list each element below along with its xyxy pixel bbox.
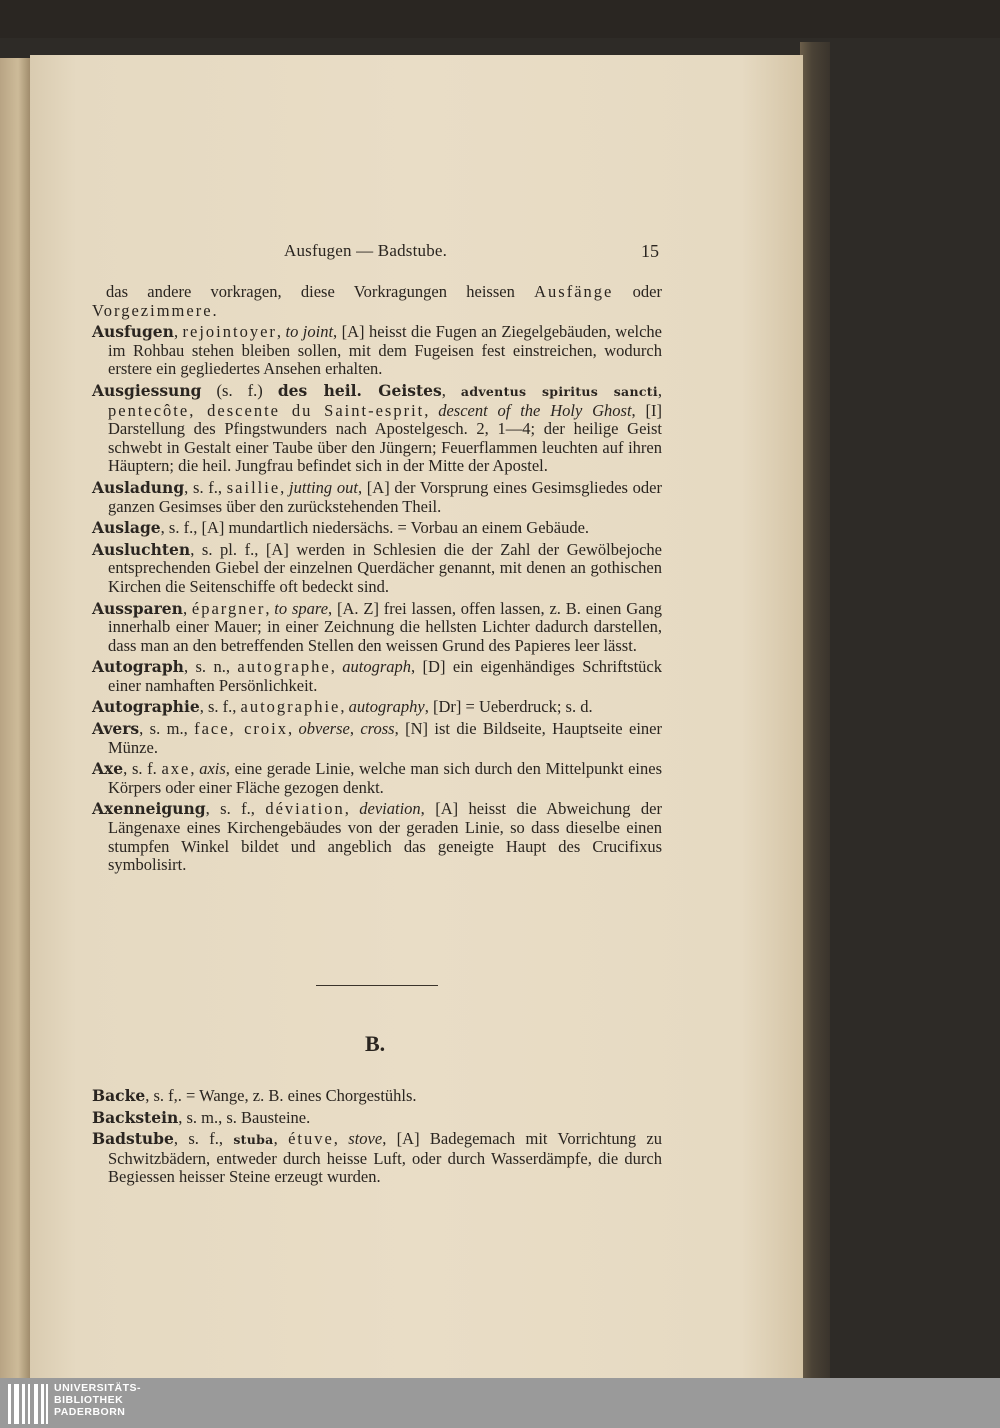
- entry-text-segment: épargner: [191, 598, 266, 618]
- dictionary-entry: [92, 479, 662, 516]
- entry-text-segment: , s. m., s. Bausteine.: [178, 1107, 311, 1127]
- entry-text-segment: , s. m.,: [139, 719, 195, 739]
- running-head: Ausfugen — Badstube.: [284, 241, 448, 260]
- entry-text-segment: ,: [441, 380, 461, 400]
- entry-text-segment: , [A] heisst die Abweichung der Längenaxe eines Kirchengebäudes von der geraden Linie, so dass dieselbe einen stumpfen Winkel bildet und angeblich das geneigte Haupt des Crucifixus symbolisirt.: [108, 799, 662, 875]
- entry-headword: Axe: [92, 759, 124, 779]
- entry-text-segment: ,: [182, 598, 192, 618]
- entry-text-segment: oder: [613, 282, 662, 301]
- logo-line-3: PADERBORN: [54, 1406, 126, 1418]
- dictionary-entry: [92, 382, 662, 476]
- entry-text-segment: descent of the Holy Ghost: [438, 400, 632, 420]
- entry-text-segment: , s. n.,: [183, 657, 238, 677]
- entry-text-segment: das andere vorkragen, diese Vorkragungen heissen: [106, 282, 535, 301]
- entry-text-segment: to spare: [274, 598, 329, 618]
- entry-text-segment: autography: [348, 697, 425, 717]
- entry-text-segment: ,: [657, 380, 663, 400]
- entry-headword: Backstein: [92, 1107, 179, 1127]
- entry-text-segment: autographie: [240, 697, 341, 717]
- entry-text-segment: to joint: [285, 322, 334, 342]
- entry-text-segment: ,: [190, 759, 200, 779]
- entry-text-segment: Vorgezimmere: [92, 300, 213, 320]
- dictionary-entry: [92, 760, 662, 797]
- dictionary-entry: [92, 658, 662, 695]
- entry-text-segment: ,: [340, 697, 349, 717]
- entry-headword: Ausluchten: [92, 539, 191, 559]
- entry-text-segment: ,: [344, 799, 360, 819]
- entry-text-segment: stove: [348, 1129, 383, 1149]
- entry-headword: Backe: [92, 1086, 146, 1105]
- entry-headword: Ausgiessung: [92, 380, 202, 400]
- entry-text-segment: cross: [360, 719, 395, 739]
- entry-text-segment: deviation: [359, 799, 421, 819]
- section-divider: [316, 985, 438, 986]
- entry-text-segment: déviation: [265, 799, 345, 819]
- entry-headword: Axenneigung: [92, 799, 206, 819]
- entry-text-segment: , [N] ist die Bildseite, Hauptseite einer Münze.: [108, 719, 662, 757]
- entry-text-segment: , [A. Z] frei lassen, offen lassen, z. B. einen Gang innerhalb einer Mauer; in einer Zeichnung die hellsten Lichter dadurch darstellen, dass man an den betreffenden Stellen den weissen Grund des Papieres leer lässt.: [108, 598, 663, 655]
- entry-headword: Auslage: [92, 518, 161, 538]
- dictionary-entry: [92, 1130, 662, 1187]
- entry-text-segment: stuba: [233, 1132, 274, 1148]
- entry-text-segment: , s. f.: [123, 759, 162, 779]
- entry-text-segment: saillie: [226, 477, 281, 497]
- library-logo-text: [54, 1382, 141, 1418]
- entry-text-segment: , [D] ein eigenhändiges Schriftstück einer namhaften Persönlichkeit.: [108, 657, 663, 695]
- entry-text-segment: , [A] heisst die Fugen an Ziegelgebäuden, welche im Rohbau stehen bleiben sollen, mit dem Fugeisen fest einstreichen, wodurch erstere ein gegliedertes Ansehen erhalten.: [108, 322, 662, 379]
- entry-text-segment: (s. f.): [201, 380, 278, 400]
- entries-b: [92, 1087, 662, 1190]
- entry-text-segment: pentecôte, descente du Saint-esprit: [108, 400, 425, 420]
- entry-text-segment: Ausfänge: [534, 282, 614, 301]
- entry-headword: Avers: [92, 719, 140, 739]
- entry-text-segment: ,: [330, 657, 343, 677]
- entry-text-segment: ,: [265, 598, 275, 618]
- entry-text-segment: autographe: [237, 657, 331, 677]
- book-board-edge: [800, 42, 830, 1378]
- logo-line-2: BIBLIOTHEK: [54, 1394, 124, 1406]
- entry-text-segment: , s. f,. = Wange, z. B. eines Chorgestühls.: [145, 1086, 417, 1105]
- entry-text-segment: .: [212, 300, 217, 320]
- entry-text-segment: ,: [273, 1129, 289, 1149]
- entry-text-segment: adventus spiritus sancti: [460, 383, 658, 399]
- section-heading: B.: [365, 1031, 386, 1056]
- entry-text-segment: ,: [349, 719, 361, 739]
- dictionary-entry: [92, 519, 662, 538]
- dictionary-entry: [92, 1109, 662, 1128]
- dictionary-entry: [92, 283, 662, 320]
- library-logo-icon: [6, 1384, 50, 1424]
- entry-text-segment: axe: [161, 759, 191, 779]
- entry-text-segment: , [I] Darstellung des Pfingstwunders nach Apostelgesch. 2, 1—4; der heilige Geist schwebt in Gestalt einer Taube über den Jüngern; Feuerflammen leuchten auf ihren Häuptern; die heil. Jungfrau befindet sich in der Mitte der Apostel.: [108, 400, 662, 476]
- entry-text-segment: , s. pl. f., [A] werden in Schlesien die der Zahl der Gewölbejoche entsprechenden Giebel der einzelnen Querdächer genannt, mit denen an gothischen Kirchen die Seitenschiffe oft bedeckt sind.: [108, 539, 662, 596]
- entry-text-segment: ,: [280, 477, 290, 497]
- entry-text-segment: axis: [199, 759, 226, 779]
- entry-text-segment: , [Dr] = Ueberdruck; s. d.: [424, 697, 593, 717]
- library-footer: [0, 1378, 1000, 1428]
- dictionary-entry: [92, 1087, 662, 1106]
- entry-headword: Aussparen: [92, 598, 183, 618]
- page-number: 15: [641, 241, 659, 261]
- entry-headword: Badstube: [92, 1129, 174, 1149]
- entry-text-segment: face, croix: [194, 719, 288, 739]
- entry-text-segment: , s. f., [A] mundartlich niedersächs. = Vorbau an einem Gebäude.: [160, 518, 590, 538]
- entry-text-segment: des heil. Geistes: [277, 380, 442, 400]
- entry-text-segment: , [A] Badegemach mit Vorrichtung zu Schwitzbädern, entweder durch heisse Luft, oder durch Wasserdämpfe, die durch Begiessen heisser Steine erzeugt wurden.: [108, 1129, 662, 1187]
- entry-text-segment: , s. f.,: [184, 477, 227, 497]
- entry-headword: Ausladung: [92, 477, 185, 497]
- entry-text-segment: ,: [287, 719, 299, 739]
- entry-text-segment: rejointoyer: [182, 322, 277, 342]
- dictionary-entry: [92, 800, 662, 874]
- dictionary-entry: [92, 323, 662, 379]
- entry-text-segment: ,: [333, 1129, 349, 1149]
- entries-a: [92, 283, 662, 878]
- entry-text-segment: , s. f.,: [205, 799, 266, 819]
- book-page: [30, 55, 803, 1378]
- page-header: [0, 239, 800, 261]
- entry-text-segment: , s. f.,: [173, 1129, 234, 1149]
- dictionary-entry: [92, 541, 662, 597]
- entry-text-segment: , [A] der Vorsprung eines Gesimsgliedes oder ganzen Gesimses über den zurückstehenden Theil.: [108, 477, 662, 516]
- entry-headword: Autograph: [92, 657, 184, 677]
- entry-headword: Ausfugen: [92, 322, 174, 342]
- dictionary-entry: [92, 720, 662, 757]
- entry-text-segment: , s. f.,: [199, 697, 241, 717]
- entry-text-segment: obverse: [298, 719, 350, 739]
- entry-text-segment: étuve: [288, 1129, 334, 1149]
- entry-text-segment: , eine gerade Linie, welche man sich durch den Mittelpunkt eines Körpers oder einer Fläche gezogen denkt.: [108, 759, 663, 797]
- entry-text-segment: autograph: [342, 657, 412, 677]
- entry-text-segment: ,: [276, 322, 286, 342]
- dictionary-entry: [92, 698, 662, 717]
- entry-text-segment: jutting out: [289, 477, 358, 497]
- entry-text-segment: ,: [173, 322, 183, 342]
- dictionary-entry: [92, 600, 662, 656]
- entry-headword: Autographie: [92, 697, 200, 717]
- entry-text-segment: ,: [424, 400, 439, 420]
- logo-line-1: UNIVERSITÄTS-: [54, 1382, 142, 1394]
